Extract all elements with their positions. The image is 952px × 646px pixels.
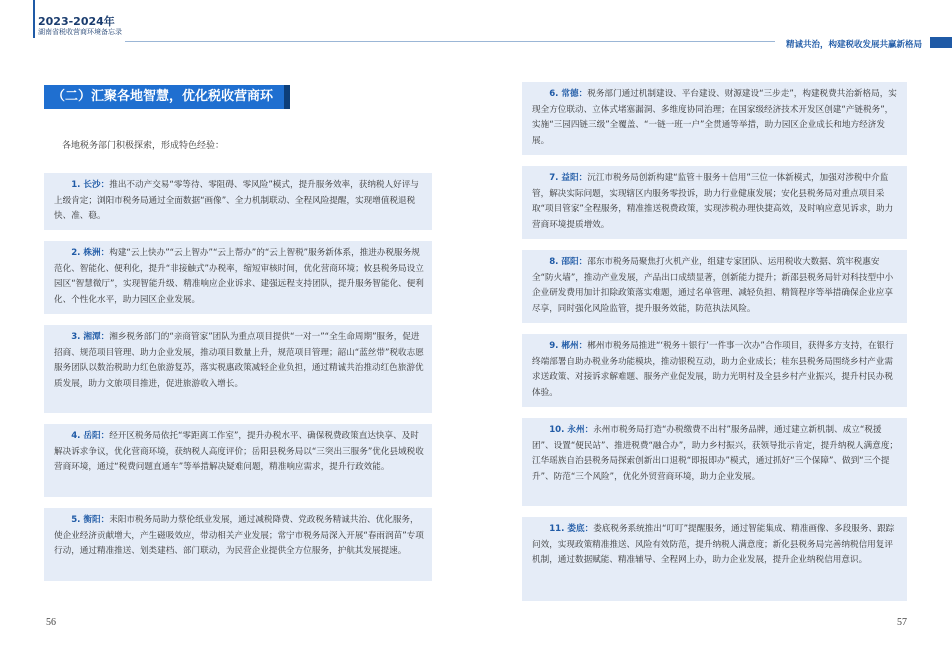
header-accent-bar bbox=[33, 0, 35, 38]
city-item-title: 9. 郴州： bbox=[549, 341, 588, 351]
page-number-right: 57 bbox=[897, 617, 907, 628]
city-item-yiyang bbox=[522, 166, 907, 239]
city-item-hengyang bbox=[44, 508, 432, 581]
city-item-title: 3. 湘潭： bbox=[71, 332, 110, 342]
header-subtitle: 湖南省税收营商环境备忘录 bbox=[38, 28, 122, 36]
city-item-shaoyang bbox=[522, 250, 907, 323]
city-item-text: 耒阳市税务局助力蔡伦纸业发展，通过减税降费、党政税务精诚共治、优化服务，使企业经济贡献增大，产生磁吸效应，带动相关产业发展；常宁市税务局深入开展“春雨润苗”专项行动，通过精准推送、划类建档、部门联动，为民营企业提供全方位服务，护航其发展提速。 bbox=[54, 515, 424, 557]
city-item-title: 2. 株洲： bbox=[71, 248, 110, 258]
header-year: 2023-2024年 bbox=[38, 15, 115, 28]
city-item-title: 5. 衡阳： bbox=[71, 515, 110, 525]
city-item-zhuzhou bbox=[44, 241, 432, 314]
city-item-title: 1. 长沙： bbox=[71, 180, 110, 190]
page-number-left: 56 bbox=[46, 617, 56, 628]
header-right-title: 精诚共治，构建税收发展共赢新格局 bbox=[786, 40, 923, 50]
city-item-text: 湘乡税务部门的“亲商管家”团队为重点项目提供“一对一”“全生命周期”服务，促进招商、规范项目管理、助力企业发展，推动项目数量上升，规范项目管理；韶山“蓝丝带”税收志愿服务团队以数治税助力红色旅游复苏，落实税惠政策减轻企业负担，通过精诚共治推动红色旅游优质发展，助力文旅项目推进，促进旅游收入增长。 bbox=[54, 332, 424, 389]
section-intro: 各地税务部门积极探索，形成特色经验： bbox=[62, 141, 225, 151]
city-item-yueyang bbox=[44, 424, 432, 497]
city-item-title: 7. 益阳： bbox=[549, 173, 588, 183]
city-item-xiangtan bbox=[44, 325, 432, 413]
city-item-text: 推出不动产交易“零等待、零阻碍、零风险”模式，提升服务效率，获纳税人好评与上级肯定；浏阳市税务局通过全面数据“画像”、全力机制联动、全程风险提醒，实现增值税退税快、准、稳。 bbox=[54, 180, 419, 222]
city-item-text: 永州市税务局打造“办税缴费不出村”服务品牌，通过建立新机制、成立“税援团”、设置“便民站”、推进税费“融合办”，助力乡村振兴，获领导批示肯定，提升纳税人满意度；江华瑶族自治县税务局探索创新出口退税“即报即办”模式，通过抓好“三个保障”、做到“三个提升”、防范“三个风险”，优化外贸营商环境，助力企业发展。 bbox=[532, 425, 899, 482]
city-item-text: 邵东市税务局聚焦打火机产业，组建专家团队、运用税收大数据、筑牢税惠安全“防火墙”，推动产业发展，产品出口成绩显著，创新能力提升；新邵县税务局针对科技型中小企业研发费用加计扣除政策落实难题，通过名单管理、减轻负担、精简程序等举措确保企业应享尽享，同时强化风险监管，提升服务效能，防范执法风险。 bbox=[532, 257, 894, 314]
section-title: （二）汇聚各地智慧，优化税收营商环境 bbox=[44, 85, 284, 109]
city-item-text: 构建“云上快办”“云上智办”“云上帮办”的“云上智税”服务新体系，推进办税服务规范化、智能化、便利化，提升“非接触式”办税率，缩短审核时间，优化营商环境；攸县税务局设立园区“智慧微厅”，实现智能升级、精准响应企业诉求、建强远程支持团队，提升服务智能化、便利化、个性化水平，助力园区企业发展。 bbox=[54, 248, 424, 305]
city-item-changsha bbox=[44, 173, 432, 230]
city-item-chenzhou bbox=[522, 334, 907, 407]
city-item-text: 沅江市税务局创新构建“监管＋服务＋信用”三位一体新模式，加强对涉税中介监管，解决实际问题，实现辖区内服务零投诉，助力行业健康发展；安化县税务局对重点项目采取“项目管家”全程服务，精准推送税费政策，实现涉税办理快捷高效，及时响应意见诉求，助力营商环境提质增效。 bbox=[532, 173, 894, 230]
city-item-title: 6. 常德： bbox=[549, 89, 588, 99]
city-item-text: 娄底税务系统推出“叮叮”提醒服务，通过智能集成、精准画像、多段服务、跟踪问效，实现政策精准推送、风险有效防范，提升纳税人满意度；新化县税务局完善纳税信用复评机制，通过数据赋能、精准辅导、全程网上办，助力企业发展，提升企业纳税信用意识。 bbox=[532, 524, 895, 566]
city-item-title: 4. 岳阳： bbox=[71, 431, 110, 441]
city-item-title: 8. 邵阳： bbox=[549, 257, 588, 267]
city-item-yongzhou bbox=[522, 418, 907, 506]
city-item-title: 11. 娄底： bbox=[549, 524, 594, 534]
header-right-accent bbox=[930, 37, 952, 48]
header-divider bbox=[125, 41, 775, 42]
city-item-title: 10. 永州： bbox=[549, 425, 594, 435]
city-item-text: 经开区税务局依托“零距离工作室”，提升办税水平、确保税费政策直达快享、及时解决诉求争议，优化营商环境，获纳税人高度评价；岳阳县税务局以“三突出三服务”优化县域税收营商环境，通过“税费问题直通车”等举措解决疑难问题，精准响应需求，提升行政效能。 bbox=[54, 431, 424, 473]
city-item-text: 税务部门通过机制建设、平台建设、财源建设“三步走”，构建税费共治新格局，实现全方位联动、立体式堵塞漏洞、多维度协同治理；在国家级经济技术开发区创建“产链税务”，实施“三园四链三级”全覆盖、“一链一班一户”全贯通等举措，助力园区企业成长和地方经济发展。 bbox=[532, 89, 897, 146]
city-item-loudi bbox=[522, 517, 907, 601]
city-item-text: 郴州市税务局推进“‘税务＋银行’一件事一次办”合作项目，获得多方支持，在银行终端部署自助办税业务功能模块，推动银税互动，助力企业成长；桂东县税务局围绕乡村产业需求送政策、对接诉求解难题、服务产业促发展，助力光明村及全县乡村产业振兴，提升村民办税体验。 bbox=[532, 341, 894, 398]
city-item-changde bbox=[522, 82, 907, 155]
